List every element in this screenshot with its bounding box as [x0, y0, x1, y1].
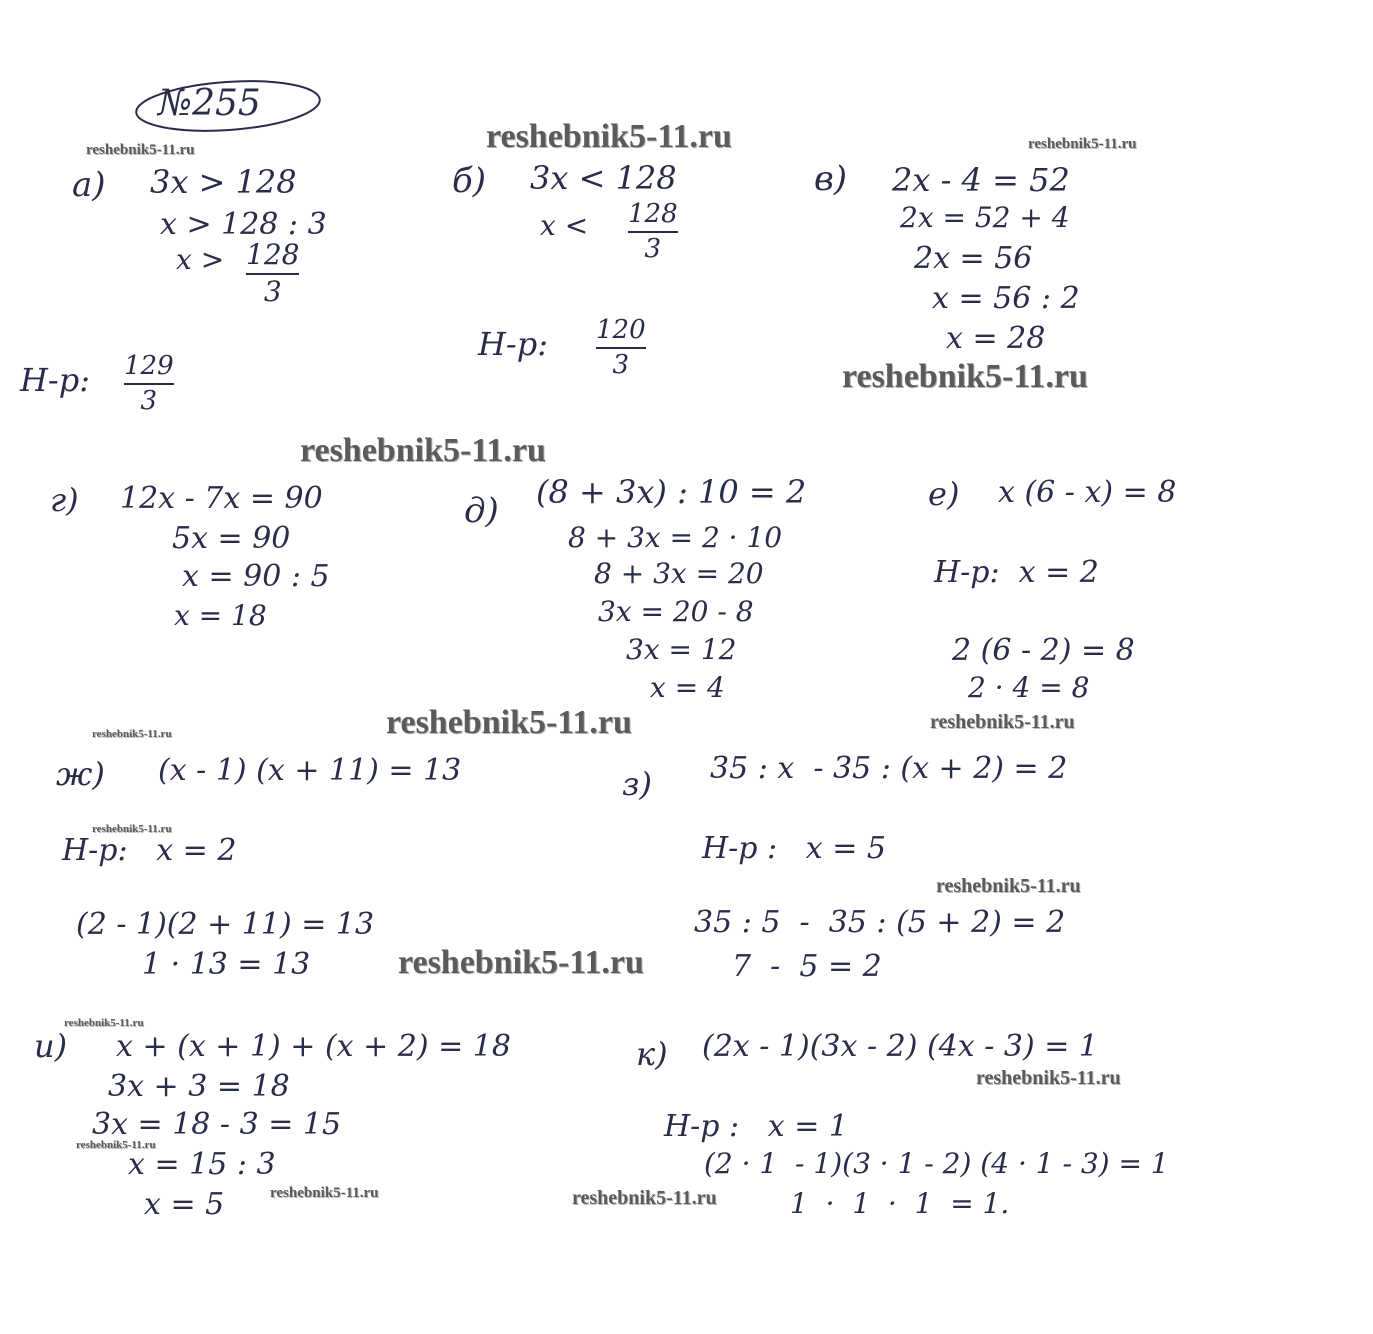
- part-k-line: (2x - 1)(3x - 2) (4x - 3) = 1: [702, 1029, 1098, 1064]
- part-e-label: е): [928, 475, 960, 513]
- part-k-label: к): [636, 1035, 668, 1073]
- task-number: №255: [158, 83, 261, 124]
- part-z-line: 35 : 5 - 35 : (5 + 2) = 2: [694, 905, 1066, 940]
- part-b-label: б): [452, 161, 487, 201]
- part-i-line: x = 5: [144, 1187, 225, 1222]
- part-v-label: в): [814, 159, 848, 199]
- fraction-bar: [124, 383, 174, 385]
- part-g-label: г): [50, 481, 79, 519]
- watermark: reshebnik5-11.ru: [842, 358, 1088, 395]
- part-e-line: 2 (6 - 2) = 8: [952, 633, 1135, 668]
- part-a-line: x >: [176, 243, 225, 276]
- part-i-line: x + (x + 1) + (x + 2) = 18: [116, 1029, 511, 1064]
- watermark: reshebnik5-11.ru: [976, 1067, 1121, 1089]
- part-v-line: 2x = 56: [914, 241, 1033, 276]
- watermark: reshebnik5-11.ru: [300, 432, 546, 469]
- part-z-line: 35 : x - 35 : (x + 2) = 2: [710, 751, 1068, 786]
- part-i-line: 3x = 18 - 3 = 15: [92, 1107, 342, 1142]
- part-z-line: 7 - 5 = 2: [732, 949, 882, 984]
- part-i-line: x = 15 : 3: [128, 1147, 276, 1182]
- part-d-line: x = 4: [650, 671, 725, 704]
- part-v-line: x = 28: [946, 321, 1046, 356]
- part-g-line: 5x = 90: [172, 521, 291, 556]
- part-d-line: (8 + 3x) : 10 = 2: [536, 473, 807, 511]
- part-a-answer-fraction: [124, 352, 174, 415]
- part-b-answer-label: Н-р:: [478, 325, 548, 363]
- part-k-line: Н-р : x = 1: [664, 1109, 848, 1144]
- watermark: reshebnik5-11.ru: [92, 823, 172, 835]
- part-a-answer-label: Н-р:: [20, 361, 90, 399]
- part-b-line: x <: [540, 209, 589, 242]
- fraction-bar: [628, 231, 678, 233]
- part-zh-line: (2 - 1)(2 + 11) = 13: [76, 907, 375, 942]
- part-g-line: 12x - 7x = 90: [120, 481, 323, 516]
- part-a-line: x > 128 : 3: [160, 207, 327, 242]
- part-g-line: x = 18: [174, 599, 267, 632]
- part-i-label: и): [34, 1027, 68, 1065]
- part-z-label: з): [622, 765, 652, 803]
- watermark: reshebnik5-11.ru: [92, 728, 172, 740]
- part-zh-line: Н-р: x = 2: [62, 833, 237, 868]
- part-z-line: Н-р : x = 5: [702, 831, 886, 866]
- part-b-answer-fraction: [596, 316, 646, 379]
- part-a-label: а): [72, 165, 106, 205]
- part-b-line: 3x < 128: [530, 159, 677, 197]
- part-g-line: x = 90 : 5: [182, 559, 330, 594]
- part-d-line: 8 + 3x = 20: [594, 557, 764, 590]
- watermark: reshebnik5-11.ru: [86, 142, 195, 158]
- watermark: reshebnik5-11.ru: [76, 1139, 156, 1151]
- part-d-line: 3x = 12: [626, 633, 737, 666]
- watermark: reshebnik5-11.ru: [386, 704, 632, 741]
- part-k-line: (2 · 1 - 1)(3 · 1 - 2) (4 · 1 - 3) = 1: [704, 1147, 1169, 1180]
- fraction-numerator: 129: [124, 351, 174, 381]
- watermark: reshebnik5-11.ru: [930, 711, 1075, 733]
- watermark: reshebnik5-11.ru: [486, 118, 732, 155]
- part-zh-line: (x - 1) (x + 11) = 13: [158, 753, 462, 788]
- watermark: reshebnik5-11.ru: [1028, 136, 1137, 152]
- part-e-line: Н-р: x = 2: [934, 555, 1099, 590]
- part-d-line: 3x = 20 - 8: [598, 595, 754, 628]
- fraction-denominator: 3: [612, 349, 630, 380]
- watermark: reshebnik5-11.ru: [572, 1187, 717, 1209]
- fraction-denominator: 3: [644, 233, 662, 264]
- watermark: reshebnik5-11.ru: [64, 1017, 144, 1029]
- watermark: reshebnik5-11.ru: [398, 944, 644, 981]
- fraction-numerator: 120: [596, 315, 646, 345]
- part-e-line: x (6 - x) = 8: [998, 475, 1177, 510]
- part-d-label: д): [464, 491, 499, 531]
- watermark: reshebnik5-11.ru: [936, 875, 1081, 897]
- part-b-fraction: [628, 200, 678, 263]
- part-v-line: x = 56 : 2: [932, 281, 1080, 316]
- part-k-line: 1 · 1 · 1 = 1.: [790, 1187, 1010, 1220]
- part-zh-label: ж): [56, 755, 105, 793]
- part-zh-line: 1 · 13 = 13: [142, 947, 311, 982]
- part-v-line: 2x - 4 = 52: [892, 161, 1070, 199]
- part-v-line: 2x = 52 + 4: [900, 201, 1070, 234]
- fraction-numerator: 128: [246, 238, 300, 271]
- fraction-bar: [596, 347, 646, 349]
- part-a-fraction: [246, 240, 299, 308]
- part-e-line: 2 · 4 = 8: [968, 671, 1090, 704]
- part-i-line: 3x + 3 = 18: [108, 1069, 290, 1104]
- part-a-line: 3x > 128: [150, 163, 297, 201]
- fraction-denominator: 3: [263, 274, 282, 308]
- fraction-numerator: 128: [628, 199, 678, 229]
- watermark: reshebnik5-11.ru: [270, 1185, 379, 1201]
- fraction-denominator: 3: [140, 385, 158, 416]
- part-d-line: 8 + 3x = 2 · 10: [568, 521, 783, 554]
